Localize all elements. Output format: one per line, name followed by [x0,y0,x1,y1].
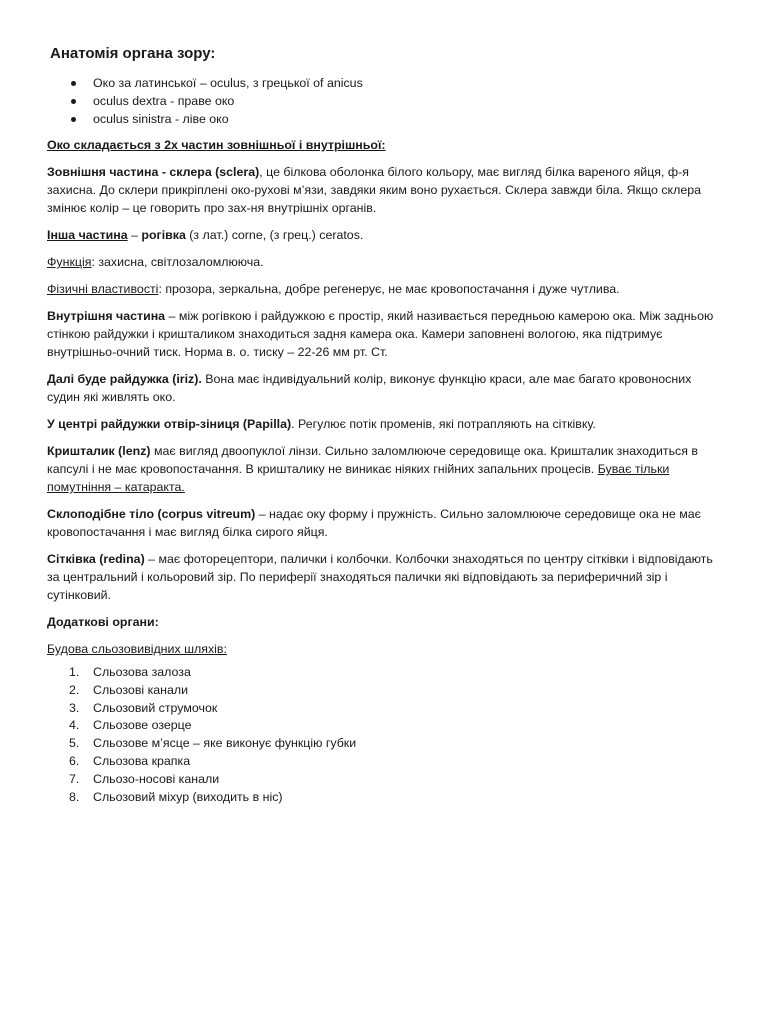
paragraph-sclera: Зовнішня частина - склера (sclera), це білкова оболонка білого кольору, має вигляд білка вареного яйця, ф-я захисна. До склери прикріплені око-рухові м’язи, завдяки яким воно рухається. Склера завжди біла. Якщо склера змінює колір – це говорить про зах-ня внутрішніх органів. [47,165,701,215]
document-page [47,44,723,806]
bullet-list [47,74,723,128]
numbered-list [47,664,723,806]
bullet-dot-icon [71,81,76,86]
paragraph-cornea: Інша частина – рогівка (з лат.) corne, (з грец.) ceratos. [47,228,364,242]
list-item: 3. Сльозовий струмочок [69,700,218,715]
paragraph-inner-part: Внутрішня частина – між рогівкою і райдужкою є простір, який називається передньою камерою ока. Між задньою стінкою райдужки і кришталиком знаходиться задня камера ока. Камери заповнені вологою, яка підтримує внутрішньо-очний тиск. Норма в. о. тиску – 22-26 мм рт. Ст. [47,309,714,359]
list-item: 7. Сльозо-носові канали [69,771,220,786]
list-item: 5. Сльозове м’ясце – яке виконує функцію губки [69,736,357,751]
bullet-dot-icon [71,117,76,122]
list-item: 1. Сльозова залоза [69,665,191,679]
bullet-item: oculus dextra - праве око [47,92,723,110]
paragraph-lens: Кришталик (lenz) має вигляд двоопуклої лінзи. Сильно заломлююче середовище ока. Кришталик знаходиться в капсулі і не має кровопостачання. В кришталику не виникає ніяких гнійних запальних процесів. Буває тільки помутніння – катаракта. [47,444,698,494]
bullet-item: oculus sinistra - ліве око [47,110,723,128]
document-title: Анатомія органа зору: [50,45,216,62]
extra-organs-heading: Додаткові органи: [47,615,159,629]
list-item: 6. Сльозова крапка [69,753,191,768]
bullet-item: Око за латинської – oculus, з грецької of anicus [47,74,723,92]
paragraph-pupil: У центрі райдужки отвір-зіниця (Papilla). Регулює потік променів, які потрапляють на сітківку. [47,417,596,431]
paragraph-physical-properties: Фізичні властивості: прозора, зеркальна, добре регенерує, не має кровопостачання і дуже чутлива. [47,282,620,296]
list-item: 2. Сльозові канали [69,682,189,697]
list-item: 4. Сльозове озерце [69,718,192,733]
section-heading-parts: Око складається з 2х частин зовнішньої і внутрішньої: [47,138,386,152]
list-item: 8. Сльозовий міхур (виходить в ніс) [69,789,283,804]
paragraph-function: Функція: захисна, світлозаломлююча. [47,255,264,269]
paragraph-vitreous-body: Склоподібне тіло (corpus vitreum) – надає оку форму і пружність. Сильно заломлююче середовище ока не має кровопостачання і має вигляд білка сирого яйця. [47,507,701,539]
bullet-dot-icon [71,99,76,104]
paragraph-iris: Далі буде райдужка (iriz). Вона має індивідуальний колір, виконує функцію краси, але має багато кровоносних судин які живлять око. [47,372,692,404]
lacrimal-structure-heading: Будова сльозовивідних шляхів: [47,642,227,656]
paragraph-retina: Сітківка (redina) – має фоторецептори, палички і колбочки. Колбочки знаходяться по центру сітківки і відповідають за центральний і кольоровий зір. По периферії знаходяться палички які відповідають за периферичний зір і сутінковий. [47,552,713,602]
